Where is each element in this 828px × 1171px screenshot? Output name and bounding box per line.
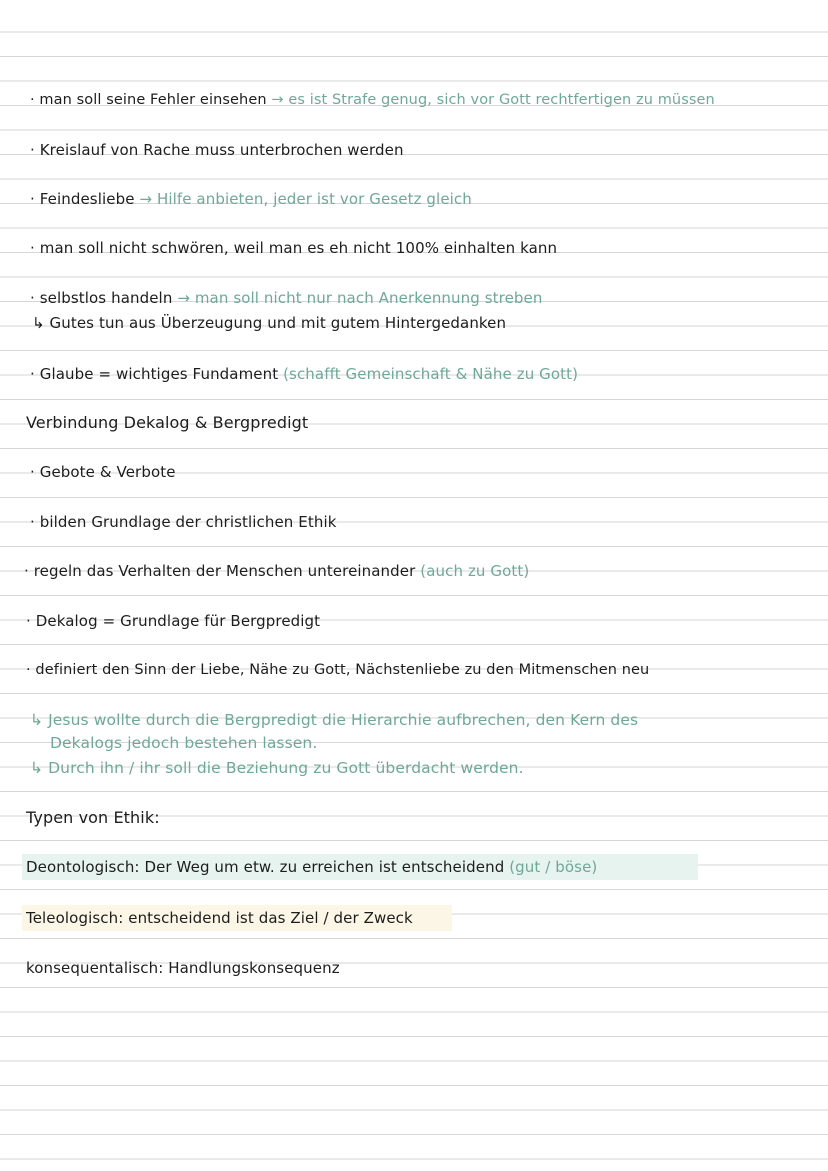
note-line-teleologisch (26, 908, 413, 928)
note-text: Teleologisch: entscheidend ist das Ziel / der Zweck (26, 909, 413, 927)
note-text: · Kreislauf von Rache muss unterbrochen werden (30, 141, 404, 159)
note-line-deontologisch (26, 857, 597, 877)
note-line-dekalogs (50, 733, 317, 753)
note-green-text: ↳ Durch ihn / ihr soll die Beziehung zu Gott überdacht werden. (30, 759, 524, 777)
note-text: · regeln das Verhalten der Menschen untereinander (24, 562, 416, 580)
note-line-gutes-tun (32, 313, 506, 333)
heading-text: Verbindung Dekalog & Bergpredigt (26, 413, 309, 432)
heading-text: Typen von Ethik: (26, 808, 160, 827)
note-green-text: → es ist Strafe genug, sich vor Gott rechtfertigen zu müssen (271, 92, 715, 108)
note-text: · Glaube = wichtiges Fundament (30, 365, 279, 383)
note-text: Deontologisch: Der Weg um etw. zu erreichen ist entscheidend (26, 858, 505, 876)
note-text: · Dekalog = Grundlage für Bergpredigt (26, 612, 321, 630)
note-green-text: Dekalogs jedoch bestehen lassen. (50, 734, 318, 752)
note-text: · definiert den Sinn der Liebe, Nähe zu Gott, Nächstenliebe zu den Mitmenschen neu (26, 662, 650, 678)
note-text: konsequentalisch: Handlungskonsequenz (26, 959, 340, 977)
note-line-rache (30, 140, 404, 160)
note-green-text: → Hilfe anbieten, jeder ist vor Gesetz gleich (139, 190, 472, 208)
note-line-selbstlos (30, 288, 542, 308)
note-text: · Feindesliebe (30, 190, 135, 208)
section-heading-typen (26, 808, 160, 828)
note-green-text: (schafft Gemeinschaft & Nähe zu Gott) (283, 365, 579, 383)
note-line-verhalten (24, 561, 529, 581)
note-line-glaube (30, 364, 578, 384)
note-line-beziehung (30, 758, 524, 778)
note-green-text: (auch zu Gott) (420, 562, 530, 580)
note-green-text: → man soll nicht nur nach Anerkennung streben (177, 289, 543, 307)
note-line-feindesliebe (30, 189, 472, 209)
note-text: ↳ Gutes tun aus Überzeugung und mit gutem Hintergedanken (32, 314, 507, 332)
note-green-text: (gut / böse) (509, 858, 598, 876)
note-line-gebote (30, 462, 176, 482)
note-text: · Gebote & Verbote (30, 463, 176, 481)
note-line-schwoeren (30, 238, 557, 258)
note-text: · bilden Grundlage der christlichen Ethik (30, 513, 337, 531)
note-green-text: ↳ Jesus wollte durch die Bergpredigt die Hierarchie aufbrechen, den Kern des (30, 711, 639, 729)
note-text: · man soll seine Fehler einsehen (30, 92, 267, 108)
note-line-dekalog-grundlage (26, 611, 320, 631)
note-line-konsequentalisch (26, 958, 340, 978)
note-line-fehler (30, 90, 715, 110)
note-line-jesus (30, 710, 638, 730)
note-text: · man soll nicht schwören, weil man es eh nicht 100% einhalten kann (30, 239, 558, 257)
note-line-grundlage (30, 512, 337, 532)
note-line-definiert (26, 660, 649, 680)
note-text: · selbstlos handeln (30, 289, 173, 307)
section-heading-verbindung (26, 413, 308, 433)
